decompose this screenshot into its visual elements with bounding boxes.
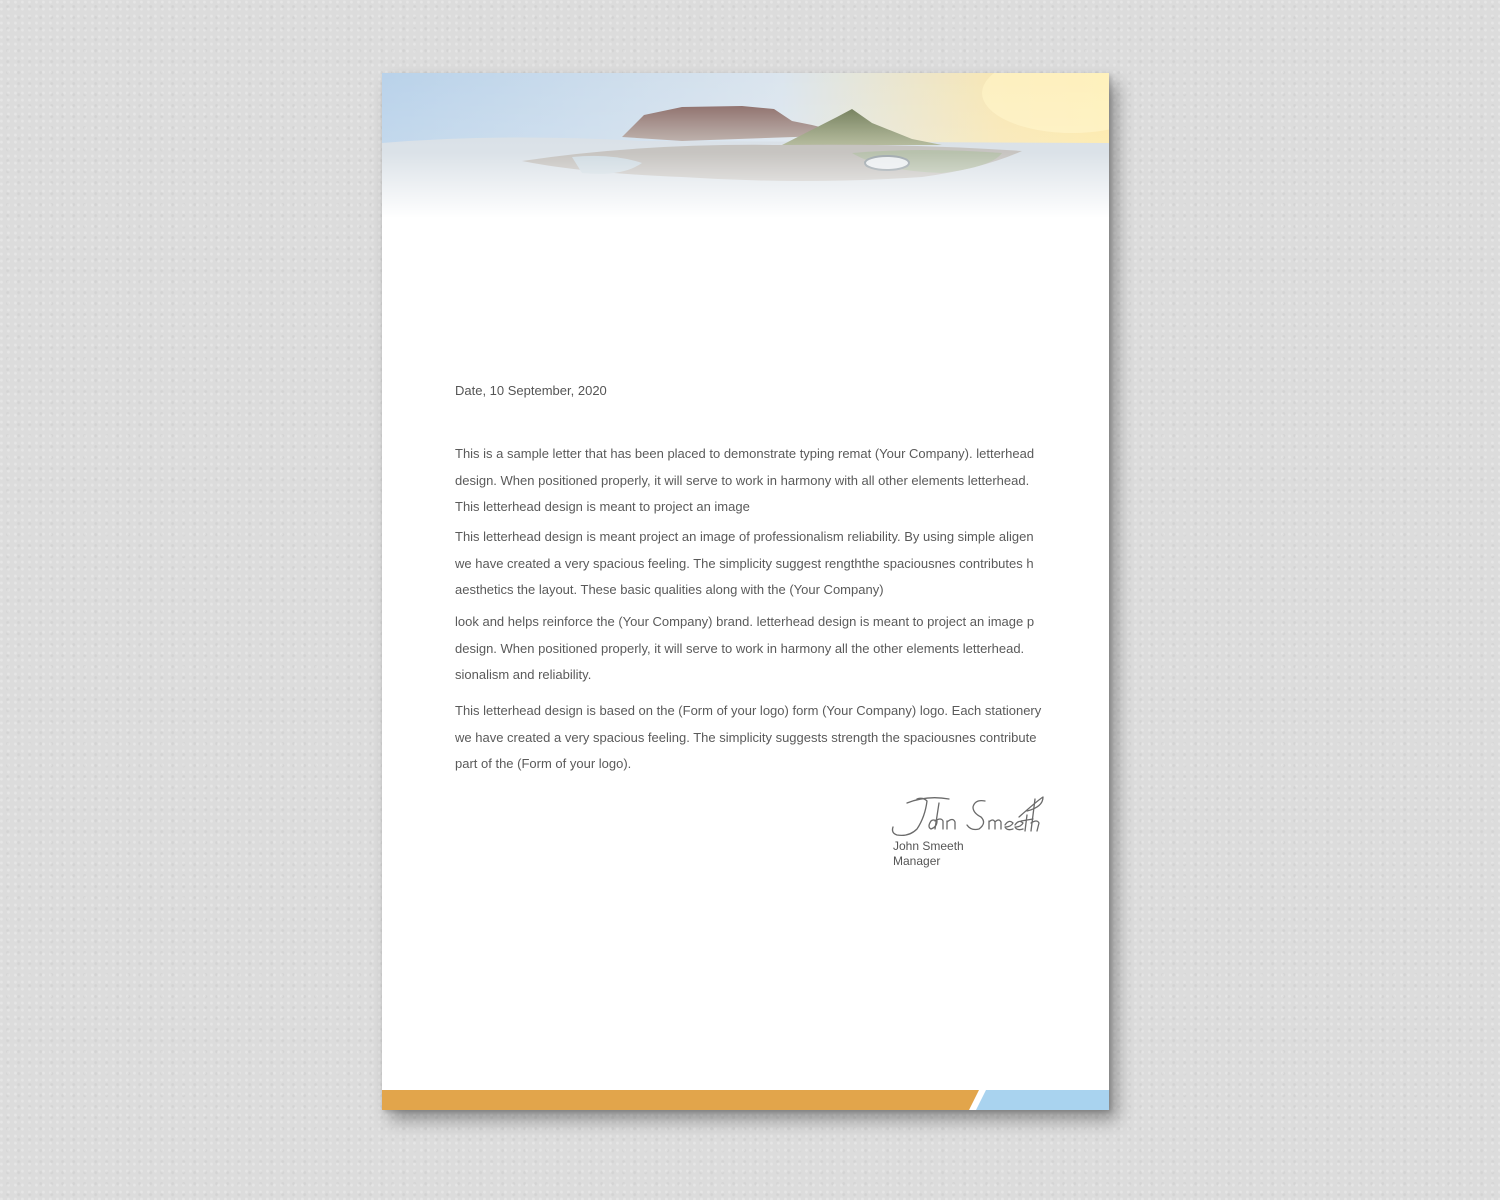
paragraph-line: design. When positioned properly, it will serve to work in harmony all the other elements letterhead. bbox=[455, 640, 1025, 656]
letter-date: Date, 10 September, 2020 bbox=[455, 383, 607, 398]
body-paragraph-3 bbox=[455, 609, 1055, 689]
body-paragraph-4 bbox=[455, 698, 1055, 778]
paragraph-line: look and helps reinforce the (Your Company) brand. letterhead design is meant to project an image p bbox=[455, 614, 1035, 629]
paragraph-line: This letterhead design is meant to project an image bbox=[455, 499, 750, 515]
body-paragraph-2 bbox=[455, 524, 1055, 604]
paragraph-line: This letterhead design is based on the (Form of your logo) form (Your Company) logo. Each stationery bbox=[455, 703, 1042, 718]
signer-name: John Smeeth bbox=[893, 839, 964, 853]
signer-block bbox=[893, 839, 964, 868]
paragraph-line: design. When positioned properly, it will serve to work in harmony with all other elements letterhead. bbox=[455, 472, 1030, 488]
paragraph-line: This is a sample letter that has been placed to demonstrate typing remat (Your Company). letterhead bbox=[455, 446, 1035, 461]
paragraph-line: part of the (Form of your logo). bbox=[455, 756, 632, 772]
paragraph-line: we have created a very spacious feeling. The simplicity suggests strength the spaciousnes contribute bbox=[455, 729, 1037, 745]
paragraph-line: sionalism and reliability. bbox=[455, 667, 592, 683]
paragraph-line: we have created a very spacious feeling. The simplicity suggest rengththe spaciousnes contributes h bbox=[455, 555, 1034, 571]
paragraph-line: This letterhead design is meant project an image of professionalism reliability. By using simple aligen bbox=[455, 529, 1034, 544]
signer-title: Manager bbox=[893, 853, 941, 868]
body-paragraph-1 bbox=[455, 441, 1055, 521]
letterhead-page bbox=[382, 73, 1109, 1110]
city-panorama-header-image bbox=[382, 73, 1109, 218]
footer-color-band bbox=[382, 1090, 1109, 1110]
paragraph-line: aesthetics the layout. These basic qualities along with the (Your Company) bbox=[455, 582, 884, 598]
